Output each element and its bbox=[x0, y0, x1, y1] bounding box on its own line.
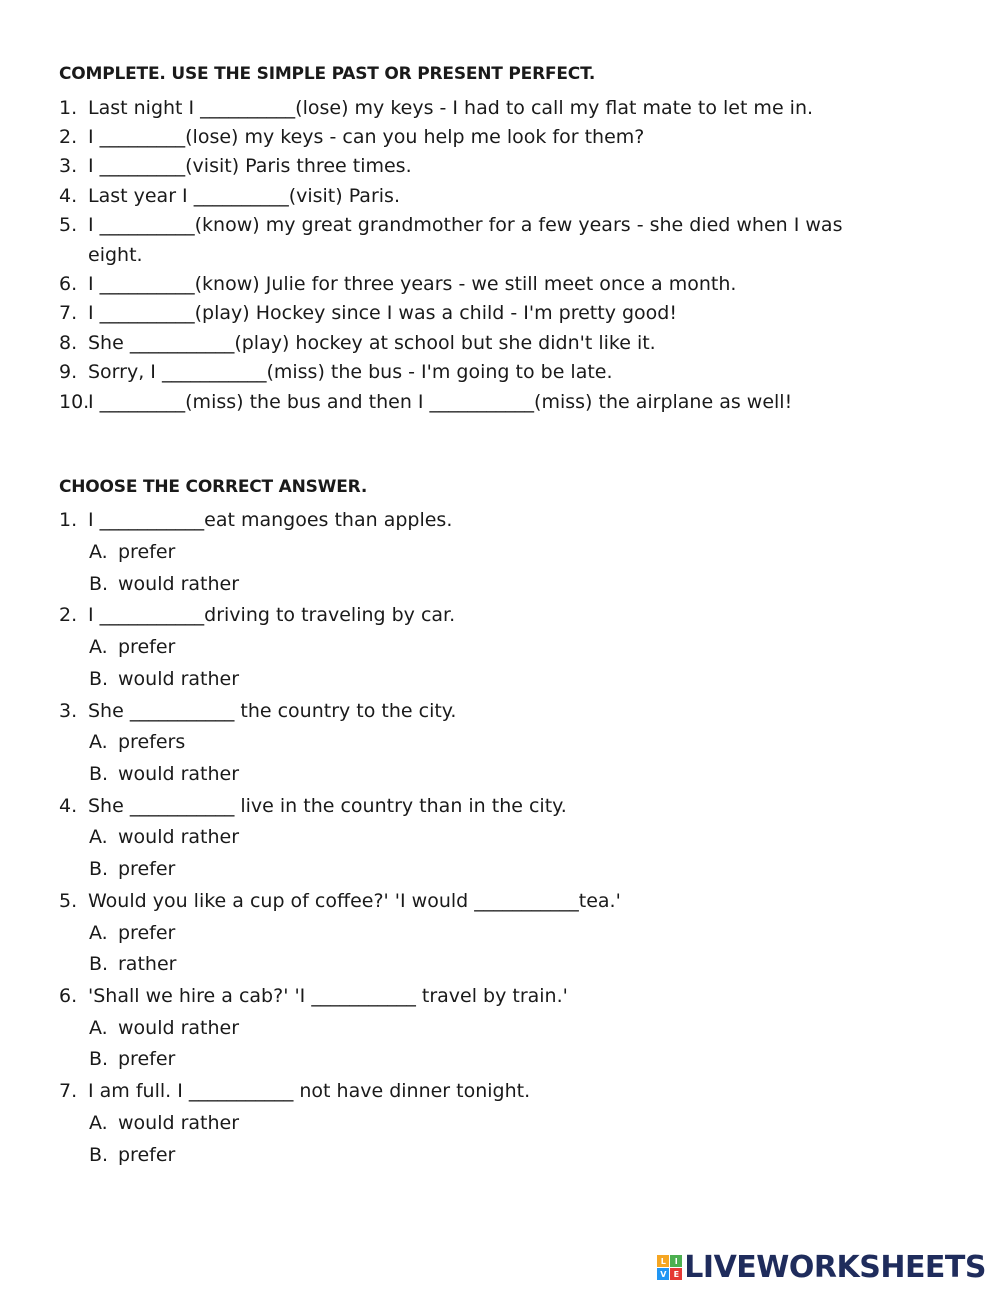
question-number: 2. bbox=[59, 604, 78, 626]
option-letter: A. bbox=[89, 1017, 108, 1039]
question-text: I ___________driving to traveling by car. bbox=[88, 604, 456, 626]
item-number: 8. bbox=[59, 332, 78, 354]
question-text: Would you like a cup of coffee?' 'I would ___________tea.' bbox=[88, 890, 621, 912]
option-text: prefers bbox=[118, 731, 186, 753]
liveworksheets-logo bbox=[657, 1250, 986, 1285]
question-number: 6. bbox=[59, 985, 78, 1007]
question-number: 1. bbox=[59, 509, 78, 531]
question-text: She ___________ live in the country than in the city. bbox=[88, 795, 567, 817]
option-letter: B. bbox=[89, 953, 109, 975]
item-text: I __________(know) my great grandmother for a few years - she died when I was bbox=[88, 214, 843, 236]
option-text: would rather bbox=[118, 826, 240, 848]
logo-block: I bbox=[670, 1255, 682, 1267]
item-text: I __________(play) Hockey since I was a child - I'm pretty good! bbox=[88, 302, 677, 324]
logo-blocks-icon bbox=[657, 1255, 682, 1280]
question-number: 5. bbox=[59, 890, 78, 912]
item-number: 10. bbox=[59, 391, 90, 413]
logo-text: LIVEWORKSHEETS bbox=[684, 1250, 986, 1285]
option-text: would rather bbox=[118, 1112, 240, 1134]
item-number: 7. bbox=[59, 302, 78, 324]
option-text: prefer bbox=[118, 1048, 176, 1070]
option-text: would rather bbox=[118, 763, 240, 785]
option-letter: A. bbox=[89, 1112, 108, 1134]
item-number: 9. bbox=[59, 361, 78, 383]
option-letter: A. bbox=[89, 541, 108, 563]
question-number: 4. bbox=[59, 795, 78, 817]
logo-block: L bbox=[657, 1255, 669, 1267]
option-text: prefer bbox=[118, 922, 176, 944]
question-text: 'Shall we hire a cab?' 'I ___________ travel by train.' bbox=[88, 985, 568, 1007]
logo-block: V bbox=[657, 1268, 669, 1280]
option-letter: B. bbox=[89, 1144, 109, 1166]
option-letter: B. bbox=[89, 573, 109, 595]
option-letter: A. bbox=[89, 826, 108, 848]
item-text: I _________(visit) Paris three times. bbox=[88, 155, 412, 177]
option-letter: A. bbox=[89, 636, 108, 658]
item-number: 3. bbox=[59, 155, 78, 177]
item-text-continued: eight. bbox=[88, 244, 143, 266]
item-text: Sorry, I ___________(miss) the bus - I'm going to be late. bbox=[88, 361, 613, 383]
item-number: 1. bbox=[59, 97, 78, 119]
item-text: Last night I __________(lose) my keys - I had to call my flat mate to let me in. bbox=[88, 97, 814, 119]
item-text: She ___________(play) hockey at school but she didn't like it. bbox=[88, 332, 656, 354]
option-letter: A. bbox=[89, 731, 108, 753]
option-text: would rather bbox=[118, 573, 240, 595]
item-text: Last year I __________(visit) Paris. bbox=[88, 185, 400, 207]
item-number: 2. bbox=[59, 126, 78, 148]
option-text: would rather bbox=[118, 668, 240, 690]
option-text: rather bbox=[118, 953, 177, 975]
option-text: prefer bbox=[118, 858, 176, 880]
option-letter: B. bbox=[89, 1048, 109, 1070]
item-number: 6. bbox=[59, 273, 78, 295]
option-letter: B. bbox=[89, 668, 109, 690]
question-text: She ___________ the country to the city. bbox=[88, 700, 457, 722]
item-text: I _________(miss) the bus and then I ___________(miss) the airplane as well! bbox=[88, 391, 793, 413]
option-letter: B. bbox=[89, 858, 109, 880]
question-number: 3. bbox=[59, 700, 78, 722]
option-text: prefer bbox=[118, 541, 176, 563]
option-text: prefer bbox=[118, 1144, 176, 1166]
section2-title: CHOOSE THE CORRECT ANSWER. bbox=[59, 477, 368, 497]
item-text: I __________(know) Julie for three years - we still meet once a month. bbox=[88, 273, 737, 295]
logo-block: E bbox=[670, 1268, 682, 1280]
item-text: I _________(lose) my keys - can you help me look for them? bbox=[88, 126, 645, 148]
option-letter: A. bbox=[89, 922, 108, 944]
question-number: 7. bbox=[59, 1080, 78, 1102]
option-text: would rather bbox=[118, 1017, 240, 1039]
option-letter: B. bbox=[89, 763, 109, 785]
option-text: prefer bbox=[118, 636, 176, 658]
section1-title: COMPLETE. USE THE SIMPLE PAST OR PRESENT PERFECT. bbox=[59, 64, 596, 84]
question-text: I ___________eat mangoes than apples. bbox=[88, 509, 453, 531]
item-number: 4. bbox=[59, 185, 78, 207]
question-text: I am full. I ___________ not have dinner tonight. bbox=[88, 1080, 531, 1102]
item-number: 5. bbox=[59, 214, 78, 236]
